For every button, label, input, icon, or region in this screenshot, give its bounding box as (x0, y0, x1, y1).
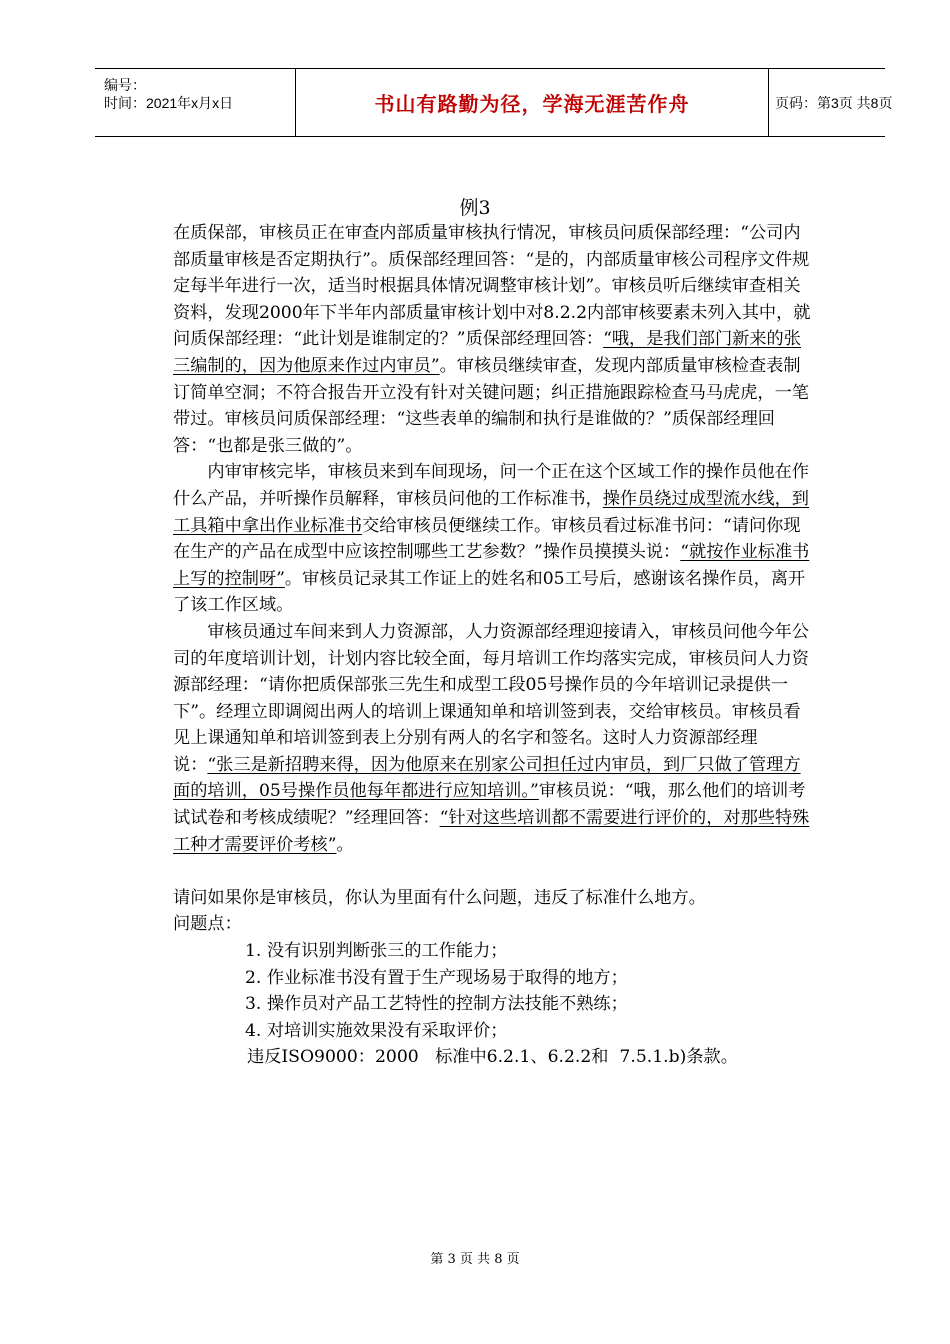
paragraph-3: 审核员通过车间来到人力资源部，人力资源部经理迎接请入，审核员问他今年公司的年度培训计划，计划内容比较全面，每月培训工作均落实完成，审核员问人力资源部经理：“请你把质保部张三先生和成型工段05号操作员的今年培训记录提供一下”。经理立即调阅出两人的培训上课通知单和培训签到表，交给审核员。审核员看见上课通知单和培训签到表上分别有两人的名字和签名。这时人力资源部经理说：“张三是新招聘来得，因为他原来在别家公司担任过内审员，到厂只做了管理方面的培训，05号操作员他每年都进行应知培训。”审核员说：“哦，那么他们的培训考试试卷和考核成绩呢？”经理回答：“针对这些培训都不需要进行评价的，对那些特殊工种才需要评价考核”。 (173, 621, 810, 855)
header-motto: 书山有路勤为径，学海无涯苦作舟 (295, 69, 769, 136)
question-text: 请问如果你是审核员，你认为里面有什么问题，违反了标准什么地方。 (173, 887, 706, 908)
paragraph-2: 内审审核完毕，审核员来到车间现场，问一个正在这个区域工作的操作员他在作什么产品，并听操作员解释，审核员问他的工作标准书，操作员绕过成型流水线，到工具箱中拿出作业标准书交给审核员便继续工作。审核员看过标准书问：“请问你现在生产的产品在成型中应该控制哪些工艺参数？”操作员摸摸头说：“就按作业标准书上写的控制呀”。审核员记录其工作证上的姓名和05工号后，感谢该名操作员，离开了该工作区域。 (173, 462, 810, 616)
list-item: 4. 对培训实施效果没有采取评价； (245, 1020, 508, 1041)
number-label: 编号： (104, 77, 146, 93)
page-header (95, 68, 893, 137)
underlined-quote: “哦，是我们部门新来的张三编制的，因为他原来作过内审员” (173, 329, 801, 376)
problems-label: 问题点： (173, 914, 242, 935)
document-title: 例3 (459, 197, 491, 219)
list-item: 2. 作业标准书没有置于生产现场易于取得的地方； (245, 967, 628, 988)
underlined-quote: 操作员绕过成型流水线，到工具箱中拿出作业标准书 (173, 488, 809, 536)
violation-text: 违反ISO9000：2000 标准中6.2.1、6.2.2和 7.5.1.b)条款。 (247, 1047, 738, 1068)
list-item: 1. 没有识别判断张三的工作能力； (245, 941, 508, 962)
problems-list (173, 938, 813, 1044)
underlined-quote: “针对这些培训都不需要进行评价的，对那些特殊工种才需要评价考核” (173, 808, 810, 855)
list-item: 3. 操作员对产品工艺特性的控制方法技能不熟练； (245, 994, 628, 1015)
header-meta (95, 69, 295, 136)
underlined-quote: “就按作业标准书上写的控制呀” (173, 542, 810, 589)
time-label: 时间：2021年x月x日 (104, 95, 234, 111)
document-body (173, 220, 813, 1071)
page-footer: 第 3 页 共 8 页 (430, 1252, 520, 1267)
paragraph-1: 在质保部，审核员正在审查内部质量审核执行情况，审核员问质保部经理：“公司内部质量审核是否定期执行”。质保部经理回答：“是的，内部质量审核公司程序文件规定每半年进行一次，适当时根据具体情况调整审核计划”。审核员听后继续审查相关资料，发现2000年下半年内部质量审核计划中对8.2.2内部审核要素未列入其中，就问质保部经理：“此计划是谁制定的？”质保部经理回答：“哦，是我们部门新来的张三编制的，因为他原来作过内审员”。审核员继续审查，发现内部质量审核检查表制订简单空洞；不符合报告开立没有针对关键问题；纠正措施跟踪检查马马虎虎，一笔带过。审核员问质保部经理：“这些表单的编制和执行是谁做的？”质保部经理回答：“也都是张三做的”。 (173, 223, 811, 456)
header-page-number: 页码：第3页 共8页 (775, 94, 893, 111)
underlined-quote: “张三是新招聘来得，因为他原来在别家公司担任过内审员，到厂只做了管理方面的培训，05号操作员他每年都进行应知培训。” (173, 754, 801, 802)
